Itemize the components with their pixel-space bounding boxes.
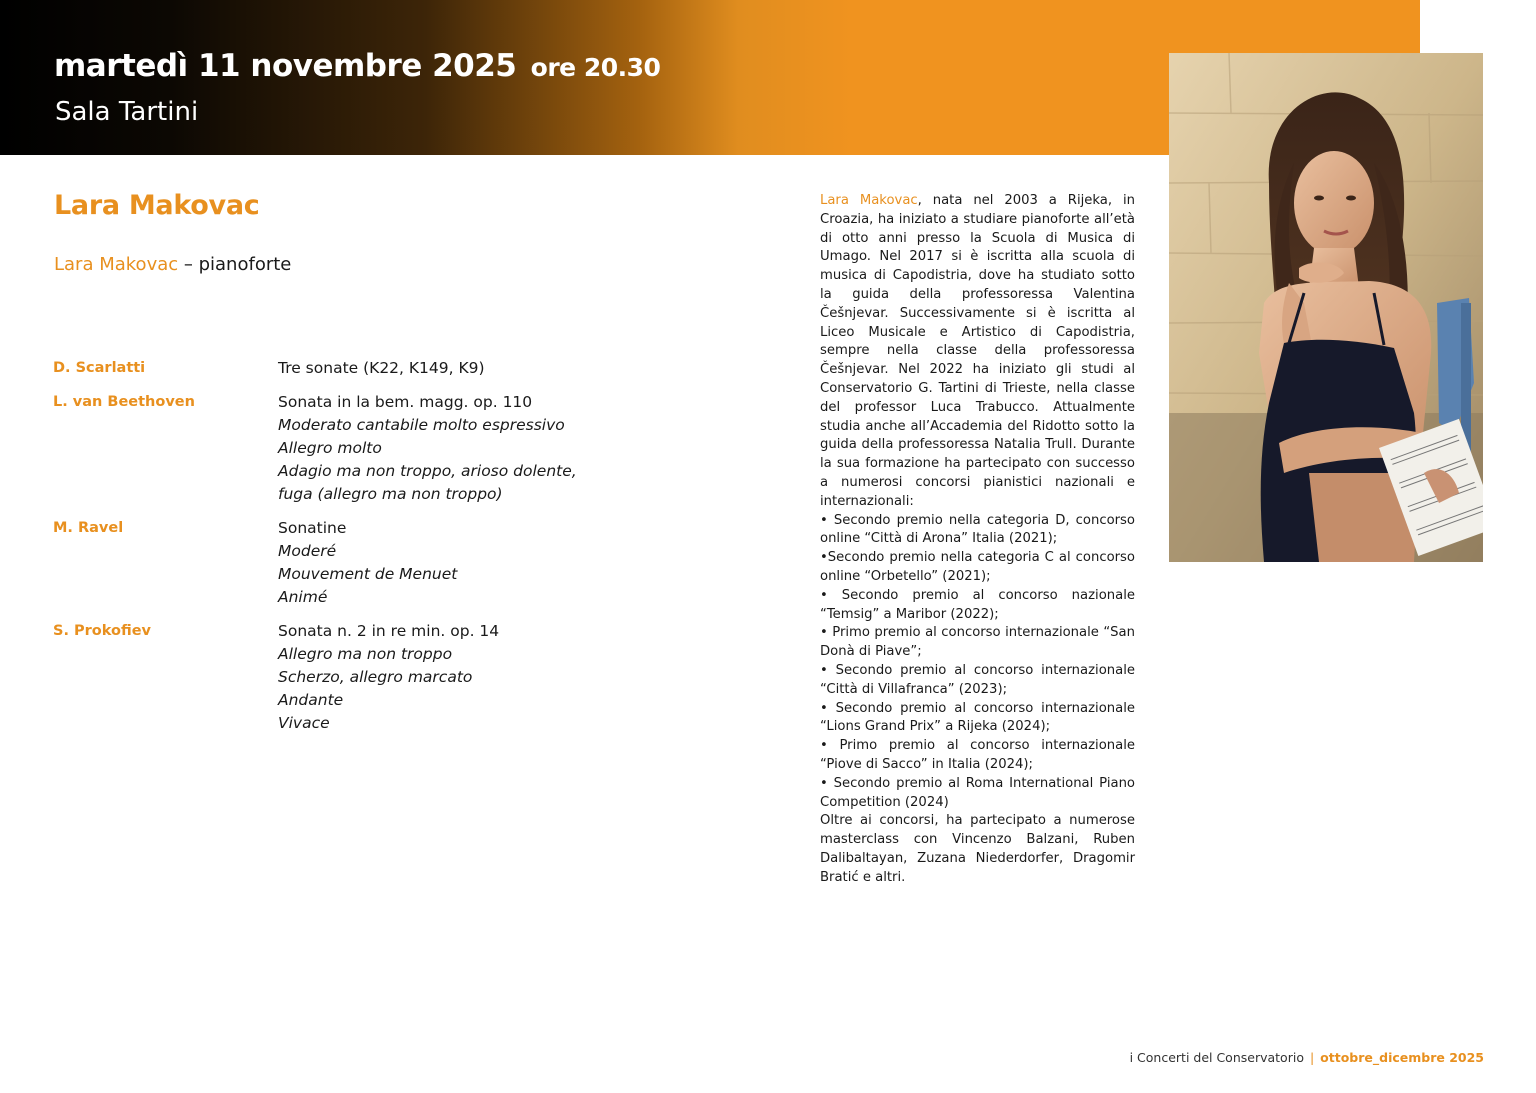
concert-time: ore 20.30 [530,53,661,82]
program-item [53,357,653,380]
movement: Andante [278,691,344,709]
footer-separator: | [1309,1050,1315,1065]
footer-period: ottobre_dicembre 2025 [1320,1050,1484,1065]
movement: Moderato cantabile molto espressivo [278,416,565,434]
concert-title: Lara Makovac [54,190,260,221]
program-works [278,517,653,609]
movement: fuga (allegro ma non troppo) [278,485,503,503]
concert-date [54,48,660,84]
movement: Scherzo, allegro marcato [278,668,473,686]
movement: Mouvement de Menuet [278,565,458,583]
program-item [53,391,653,506]
movement: Adagio ma non troppo, arioso dolente, [278,462,577,480]
award-item: • Primo premio al concorso internazionale “San Donà di Piave”; [820,625,1135,660]
composer-name: S. Prokofiev [53,623,151,639]
movement: Moderé [278,542,337,560]
performer-photo [1169,53,1483,562]
concert-date-text: martedì 11 novembre 2025 [54,48,517,84]
award-item: •Secondo premio nella categoria C al concorso online “Orbetello” (2021); [820,550,1135,584]
performer-name: Lara Makovac [54,254,179,275]
award-item: • Secondo premio al concorso nazionale “Temsig” a Maribor (2022); [820,587,1135,622]
program-works [278,391,653,506]
page-footer [1130,1050,1484,1065]
award-item: • Secondo premio al concorso internazionale “Lions Grand Prix” a Rijeka (2024); [820,700,1135,735]
performer-instrument: – pianoforte [178,254,292,275]
program-works [278,357,653,380]
work-title: Sonatine [278,519,347,537]
composer-name: L. van Beethoven [53,394,195,410]
footer-series: i Concerti del Conservatorio [1129,1050,1304,1065]
bio-performer-name: Lara Makovac [820,193,918,208]
award-item: • Secondo premio al concorso internazionale “Città di Villafranca” (2023); [820,662,1135,697]
award-item: • Secondo premio al Roma International Piano Competition (2024) [820,775,1135,810]
work-title: Tre sonate (K22, K149, K9) [278,359,485,377]
movement: Animé [278,588,328,606]
award-item: • Secondo premio nella categoria D, concorso online “Città di Arona” Italia (2021); [820,512,1135,547]
award-item: • Primo premio al concorso internazionale “Piove di Sacco” in Italia (2024); [820,738,1135,772]
composer-name: D. Scarlatti [53,360,146,376]
bio-intro [820,192,1135,512]
biography [820,192,1135,887]
composer-name: M. Ravel [53,520,124,536]
movement: Vivace [278,714,330,732]
program-item [53,517,653,609]
concert-venue: Sala Tartini [55,97,199,127]
program-item [53,620,653,735]
work-title: Sonata in la bem. magg. op. 110 [278,393,533,411]
bio-intro-text: , nata nel 2003 a Rijeka, in Croazia, ha iniziato a studiare pianoforte all’età di otto anni presso la Scuola di Musica di Umago. Nel 2017 si è iscritta alla scuola di musica di Capodistria, dove ha studiato sotto la guida della professoressa Valentina Češnjevar. Successivamente si è iscritta al Liceo Musicale e Artistico di Capodistria, sempre nella classe della professoressa Češnjevar. Nel 2022 ha iniziato gli studi al Conservatorio G. Tartini di Trieste, nella classe del professor Luca Trabucco. Attualmente studia anche all’Accademia del Ridotto sotto la guida della professoressa Natalia Trull. Durante la sua formazione ha partecipato con successo a numerosi concorsi pianistici nazionali e internazionali: [820,193,1135,509]
program-list [53,357,653,746]
program-works [278,620,653,735]
bio-outro: Oltre ai concorsi, ha partecipato a numerose masterclass con Vincenzo Balzani, Ruben Dalibaltayan, Zuzana Niederdorfer, Dragomir Bratić e altri. [820,813,1135,885]
award-list [820,512,1135,813]
movement: Allegro ma non troppo [278,645,453,663]
work-title: Sonata n. 2 in re min. op. 14 [278,622,500,640]
performer-line [54,254,291,275]
movement: Allegro molto [278,439,382,457]
